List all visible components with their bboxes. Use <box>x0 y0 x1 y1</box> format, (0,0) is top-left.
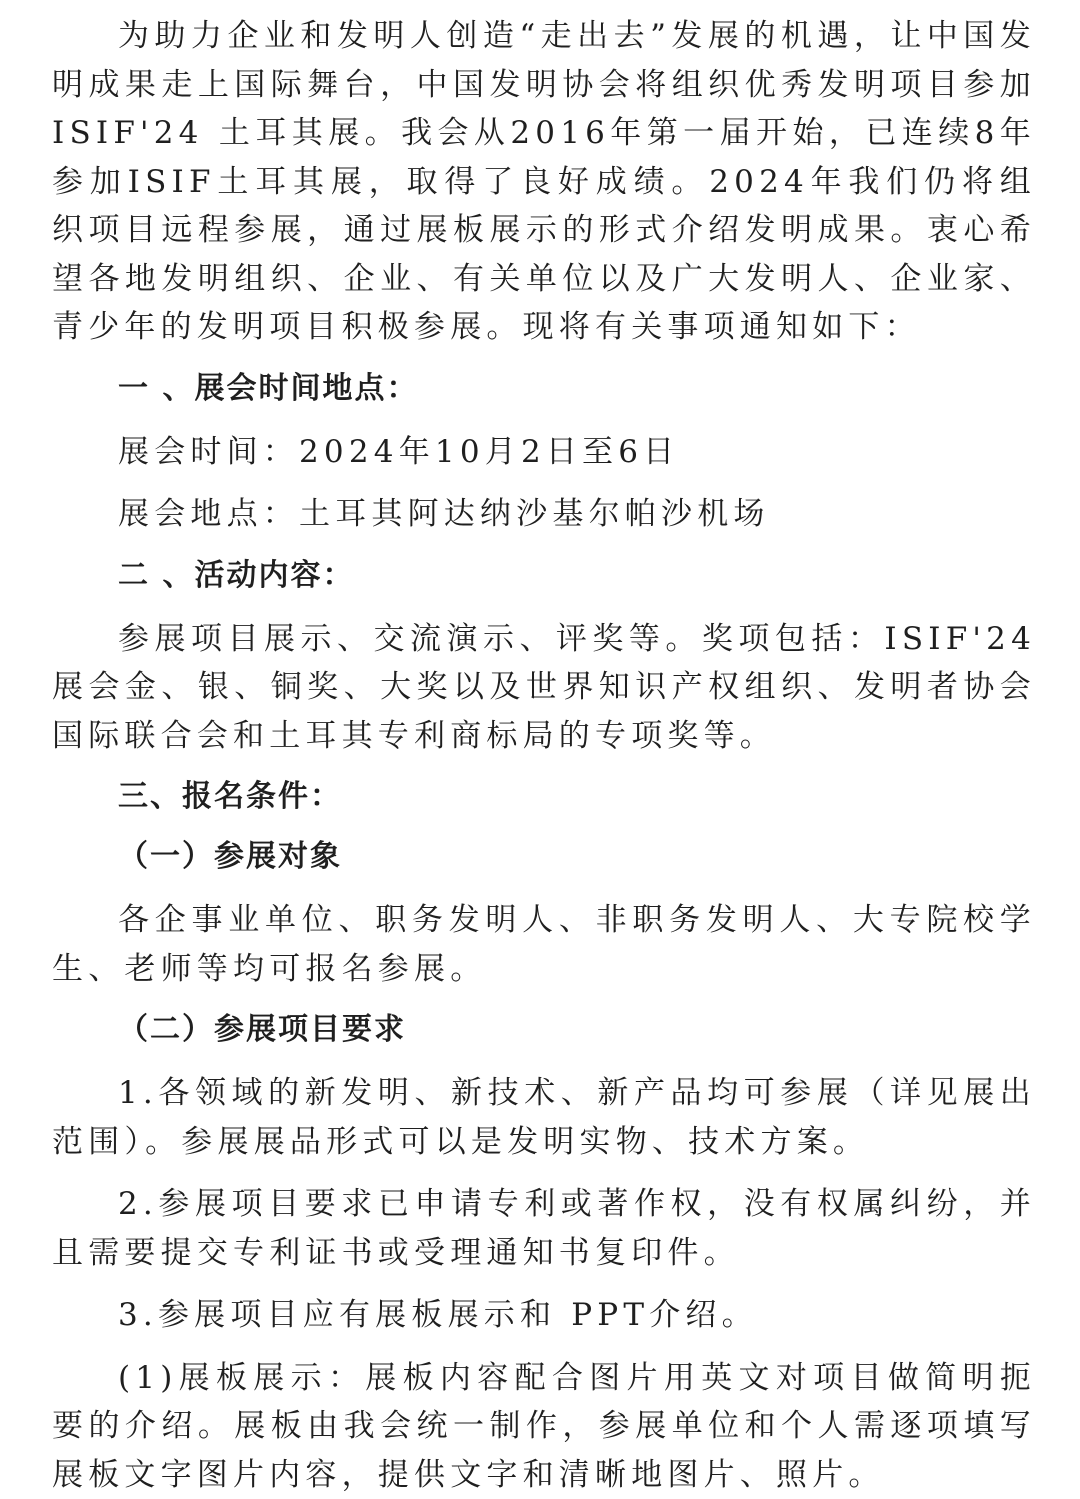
exhibition-place: 展会地点：土耳其阿达纳沙基尔帕沙机场 <box>52 490 1036 539</box>
section-heading-time-place: 一 、展会时间地点： <box>52 366 1036 412</box>
subsection-heading-requirements: （二）参展项目要求 <box>52 1007 1036 1053</box>
section-heading-conditions: 三、报名条件： <box>52 774 1036 820</box>
requirement-item-3-1: (1)展板展示：展板内容配合图片用英文对项目做简明扼要的介绍。展板由我会统一制作，参展单位和个人需逐项填写展板文字图片内容，提供文字和清晰地图片、照片。 <box>52 1354 1036 1499</box>
requirement-item-2: 2.参展项目要求已申请专利或著作权，没有权属纠纷，并且需要提交专利证书或受理通知书复印件。 <box>52 1180 1036 1277</box>
section-heading-activities: 二 、活动内容： <box>52 553 1036 599</box>
subsection-heading-participants: （一）参展对象 <box>52 834 1036 880</box>
participants-paragraph: 各企事业单位、职务发明人、非职务发明人、大专院校学生、老师等均可报名参展。 <box>52 896 1036 993</box>
exhibition-time: 展会时间：2024年10月2日至6日 <box>52 428 1036 477</box>
intro-paragraph: 为助力企业和发明人创造“走出去”发展的机遇，让中国发明成果走上国际舞台，中国发明协会将组织优秀发明项目参加ISIF'24 土耳其展。我会从2016年第一届开始，已连续8年参加ISIF土耳其展，取得了良好成绩。2024年我们仍将组织项目远程参展，通过展板展示的形式介绍发明成果。衷心希望各地发明组织、企业、有关单位以及广大发明人、企业家、青少年的发明项目积极参展。现将有关事项通知如下： <box>52 12 1036 352</box>
activities-paragraph: 参展项目展示、交流演示、评奖等。奖项包括：ISIF'24展会金、银、铜奖、大奖以及世界知识产权组织、发明者协会国际联合会和土耳其专利商标局的专项奖等。 <box>52 615 1036 761</box>
requirement-item-1: 1.各领域的新发明、新技术、新产品均可参展（详见展出范围）。参展展品形式可以是发明实物、技术方案。 <box>52 1069 1036 1166</box>
requirement-item-3: 3.参展项目应有展板展示和 PPT介绍。 <box>52 1291 1036 1340</box>
